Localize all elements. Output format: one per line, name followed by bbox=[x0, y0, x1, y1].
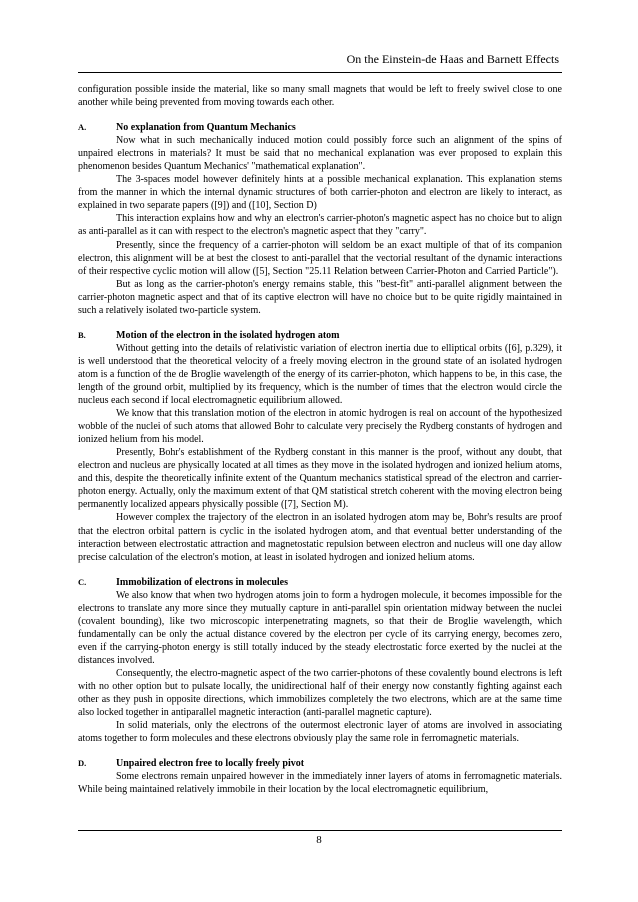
paragraph: However complex the trajectory of the electron in an isolated hydrogen atom may be, Bohr's results are proof that the electron orbital pattern is cyclic in the isolated hydrogen atom, and that eventual better understanding of the interaction between electrostatic attraction and magnetostatic repulsion between electron and nucleus will one day allow precise calculation of the electron's motion, at least in isolated hydrogen and ionized helium atoms. bbox=[78, 512, 562, 563]
section-heading-c bbox=[78, 576, 562, 589]
paragraph: Consequently, the electro-magnetic aspect of the two carrier-photons of these covalently bound electrons is left with no other option but to pulsate locally, the unidirectional half of their energy now constantly fighting against each other as they push in opposite directions, which immobilizes completely the two electrons, which are at the same time also locked together in antiparallel magnetic interaction (anti-parallel magnetic capture). bbox=[78, 667, 562, 719]
paragraph: Now what in such mechanically induced motion could possibly force such an alignment of the spins of unpaired electrons in materials? It must be said that no mechanical explanation was ever proposed to explain this phenomenon besides Quantum Mechanics' "mathematical explanation". bbox=[78, 135, 562, 173]
section-heading-d bbox=[78, 757, 562, 770]
page-number: 8 bbox=[316, 834, 322, 846]
paragraph: Presently, Bohr's establishment of the Rydberg constant in this manner is the proof, without any doubt, that electron and nucleus are physically located at all times as they move in the isolated hydrogen and ionized helium atoms, and this, despite the theoretically infinite extent of the Quantum mechanics statistical spread of the electron and carrier-photon energy. Actually, only the maximum extent of that QM statistical stretch coherent with the moving electron being permanently localized appears physically possible ([7], Section M). bbox=[78, 447, 562, 511]
paragraph: Some electrons remain unpaired however in the immediately inner layers of atoms in ferromagnetic materials. While being maintained relatively immobile in their location by the local electromagnetic equilibrium, bbox=[78, 771, 562, 796]
paragraph: We know that this translation motion of the electron in atomic hydrogen is real on account of the hypothesized wobble of the nuclei of such atoms that allowed Bohr to calculate very precisely the Rydberg constants of hydrogen and ionized helium from his model. bbox=[78, 408, 562, 446]
section-heading-b bbox=[78, 329, 562, 342]
section-letter: A. bbox=[78, 122, 87, 133]
intro-paragraph: configuration possible inside the material, like so many small magnets that would be left to freely swivel close to one another while being prevented from moving towards each other. bbox=[78, 84, 562, 109]
paragraph: This interaction explains how and why an electron's carrier-photon's magnetic aspect has no choice but to align as anti-parallel as it can with respect to the electron's magnetic aspect that they "carry". bbox=[78, 213, 562, 238]
paragraph: In solid materials, only the electrons of the outermost electronic layer of atoms are involved in associating atoms together to form molecules and these electrons obviously play the same role in ferromagnetic materials. bbox=[78, 720, 562, 745]
running-header: On the Einstein-de Haas and Barnett Effects bbox=[346, 52, 559, 66]
header-rule bbox=[78, 72, 562, 73]
section-letter: C. bbox=[78, 576, 87, 587]
paragraph: Presently, since the frequency of a carrier-photon will seldom be an exact multiple of that of its companion electron, this alignment will be at best the closest to anti-parallel that the vectorial resultant of the dynamic interactions of their respective cyclic motion will allow ([5], Section "25.11 Relation between Carrier-Photon and Carried Particle"). bbox=[78, 239, 562, 277]
paragraph: But as long as the carrier-photon's energy remains stable, this "best-fit" anti-parallel alignment between the carrier-photon magnetic aspect and that of its captive electron will have no choice but to be quite rigidly maintained in such a relatively isolated two-particle system. bbox=[78, 278, 562, 316]
section-title: Unpaired electron free to locally freely pivot bbox=[116, 758, 305, 770]
section-letter: B. bbox=[78, 329, 86, 340]
section-title: No explanation from Quantum Mechanics bbox=[116, 122, 296, 134]
section-letter: D. bbox=[78, 758, 87, 769]
footer-rule bbox=[78, 830, 562, 831]
section-title: Immobilization of electrons in molecules bbox=[116, 576, 289, 588]
paragraph: We also know that when two hydrogen atoms join to form a hydrogen molecule, it becomes impossible for the electrons to translate any more since they mutually capture in anti-parallel spin orientation midway between the nuclei (covalent bounding), like two microscopic interpenetrating magnets, so that their de Broglie wavelength, which fundamentally can be only the actual distance covered by the electron per cycle of its carrying energy, becomes zero, even if the carrying-photon energy is still totally induced by the steady electrostatic force exerted by the nuclei at the distances involved. bbox=[78, 589, 562, 666]
body-text bbox=[78, 83, 562, 796]
paragraph: Without getting into the details of relativistic variation of electron inertia due to elliptical orbits ([6], p.329), it is well understood that the theoretical velocity of a freely moving electron in the ground state of an isolated hydrogen atom is a function of the de Broglie wavelength of the energy of its carrier-photon, which happens to be, in this case, the length of the ground orbit, multiplied by its frequency, which is the number of times that the electron would circle the nucleus each second if local electromagnetic equilibrium allowed. bbox=[78, 342, 562, 407]
section-title: Motion of the electron in the isolated hydrogen atom bbox=[116, 329, 340, 341]
paragraph: The 3-spaces model however definitely hints at a possible mechanical explanation. This explanation stems from the manner in which the internal dynamic structures of both carrier-photon and electron are likely to interact, as explained in two separate papers ([9]) and ([10], Section D) bbox=[78, 174, 562, 212]
section-heading-a bbox=[78, 121, 562, 134]
